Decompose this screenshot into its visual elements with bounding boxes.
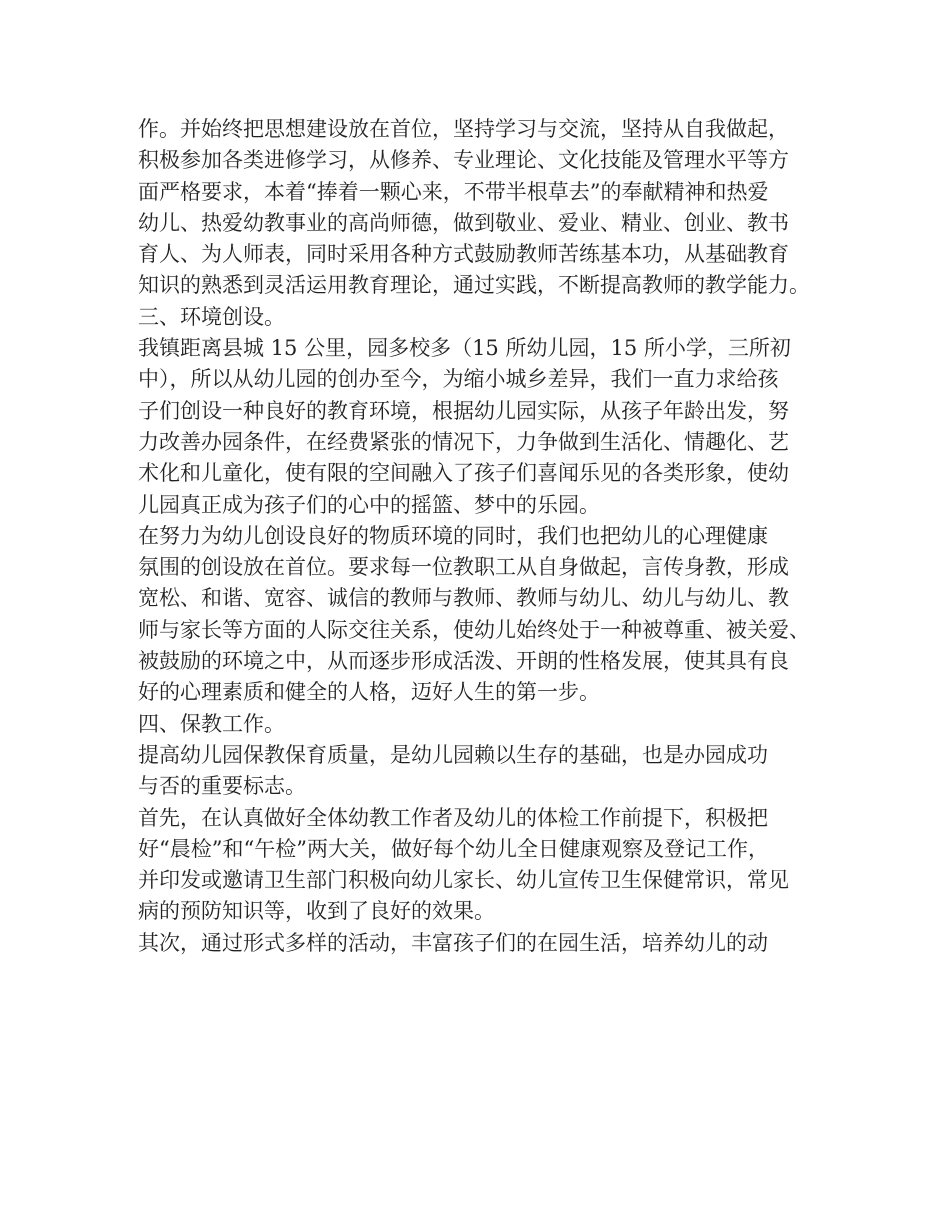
text-line: 其次，通过形式多样的活动，丰富孩子们的在园生活，培养幼儿的动	[138, 930, 768, 955]
text-line: 儿园真正成为孩子们的心中的摇篮、梦中的乐园。	[138, 492, 600, 517]
text-line: 被鼓励的环境之中，从而逐步形成活泼、开朗的性格发展，使其具有良	[138, 649, 789, 674]
text-line: 育人、为人师表，同时采用各种方式鼓励教师苦练基本功，从基础教育	[138, 242, 789, 267]
text-line: 宽松、和谐、宽容、诚信的教师与教师、教师与幼儿、幼儿与幼儿、教	[138, 586, 789, 611]
text-line: 并印发或邀请卫生部门积极向幼儿家长、幼儿宣传卫生保健常识，常见	[138, 868, 789, 893]
text-line: 病的预防知识等，收到了良好的效果。	[138, 899, 495, 924]
text-line: 我镇距离县城 15 公里，园多校多（15 所幼儿园，15 所小学，三所初	[138, 336, 791, 361]
text-line: 好“晨检”和“午检”两大关，做好每个幼儿全日健康观察及登记工作，	[138, 836, 769, 861]
text-line: 首先，在认真做好全体幼教工作者及幼儿的体检工作前提下，积极把	[138, 805, 768, 830]
text-line: 中），所以从幼儿园的创办至今，为缩小城乡差异，我们一直力求给孩	[138, 367, 779, 392]
text-line: 提高幼儿园保教保育质量，是幼儿园赖以生存的基础，也是办园成功	[138, 742, 768, 767]
text-line: 在努力为幼儿创设良好的物质环境的同时，我们也把幼儿的心理健康	[138, 523, 768, 548]
section-heading: 四、保教工作。	[138, 711, 285, 736]
text-line: 力改善办园条件，在经费紧张的情况下，力争做到生活化、情趣化、艺	[138, 429, 789, 454]
text-line: 术化和儿童化，使有限的空间融入了孩子们喜闻乐见的各类形象，使幼	[138, 461, 789, 486]
text-line: 幼儿、热爱幼教事业的高尚师德，做到敬业、爱业、精业、创业、教书	[138, 210, 789, 235]
section-heading: 三、环境创设。	[138, 304, 285, 329]
text-line: 子们创设一种良好的教育环境，根据幼儿园实际，从孩子年龄出发，努	[138, 398, 789, 423]
text-line: 氛围的创设放在首位。要求每一位教职工从自身做起，言传身教，形成	[138, 555, 789, 580]
text-line: 积极参加各类进修学习，从修养、专业理论、文化技能及管理水平等方	[138, 148, 789, 173]
text-line: 师与家长等方面的人际交往关系，使幼儿始终处于一种被尊重、被关爱、	[138, 617, 810, 642]
body-text	[138, 114, 838, 959]
text-line: 知识的熟悉到灵活运用教育理论，通过实践，不断提高教师的教学能力。	[138, 273, 810, 298]
text-line: 好的心理素质和健全的人格，迈好人生的第一步。	[138, 680, 600, 705]
text-line: 面严格要求，本着“捧着一颗心来，不带半根草去”的奉献精神和热爱	[138, 179, 769, 204]
text-line: 作。并始终把思想建设放在首位，坚持学习与交流，坚持从自我做起，	[138, 117, 789, 141]
text-line: 与否的重要标志。	[138, 774, 306, 799]
